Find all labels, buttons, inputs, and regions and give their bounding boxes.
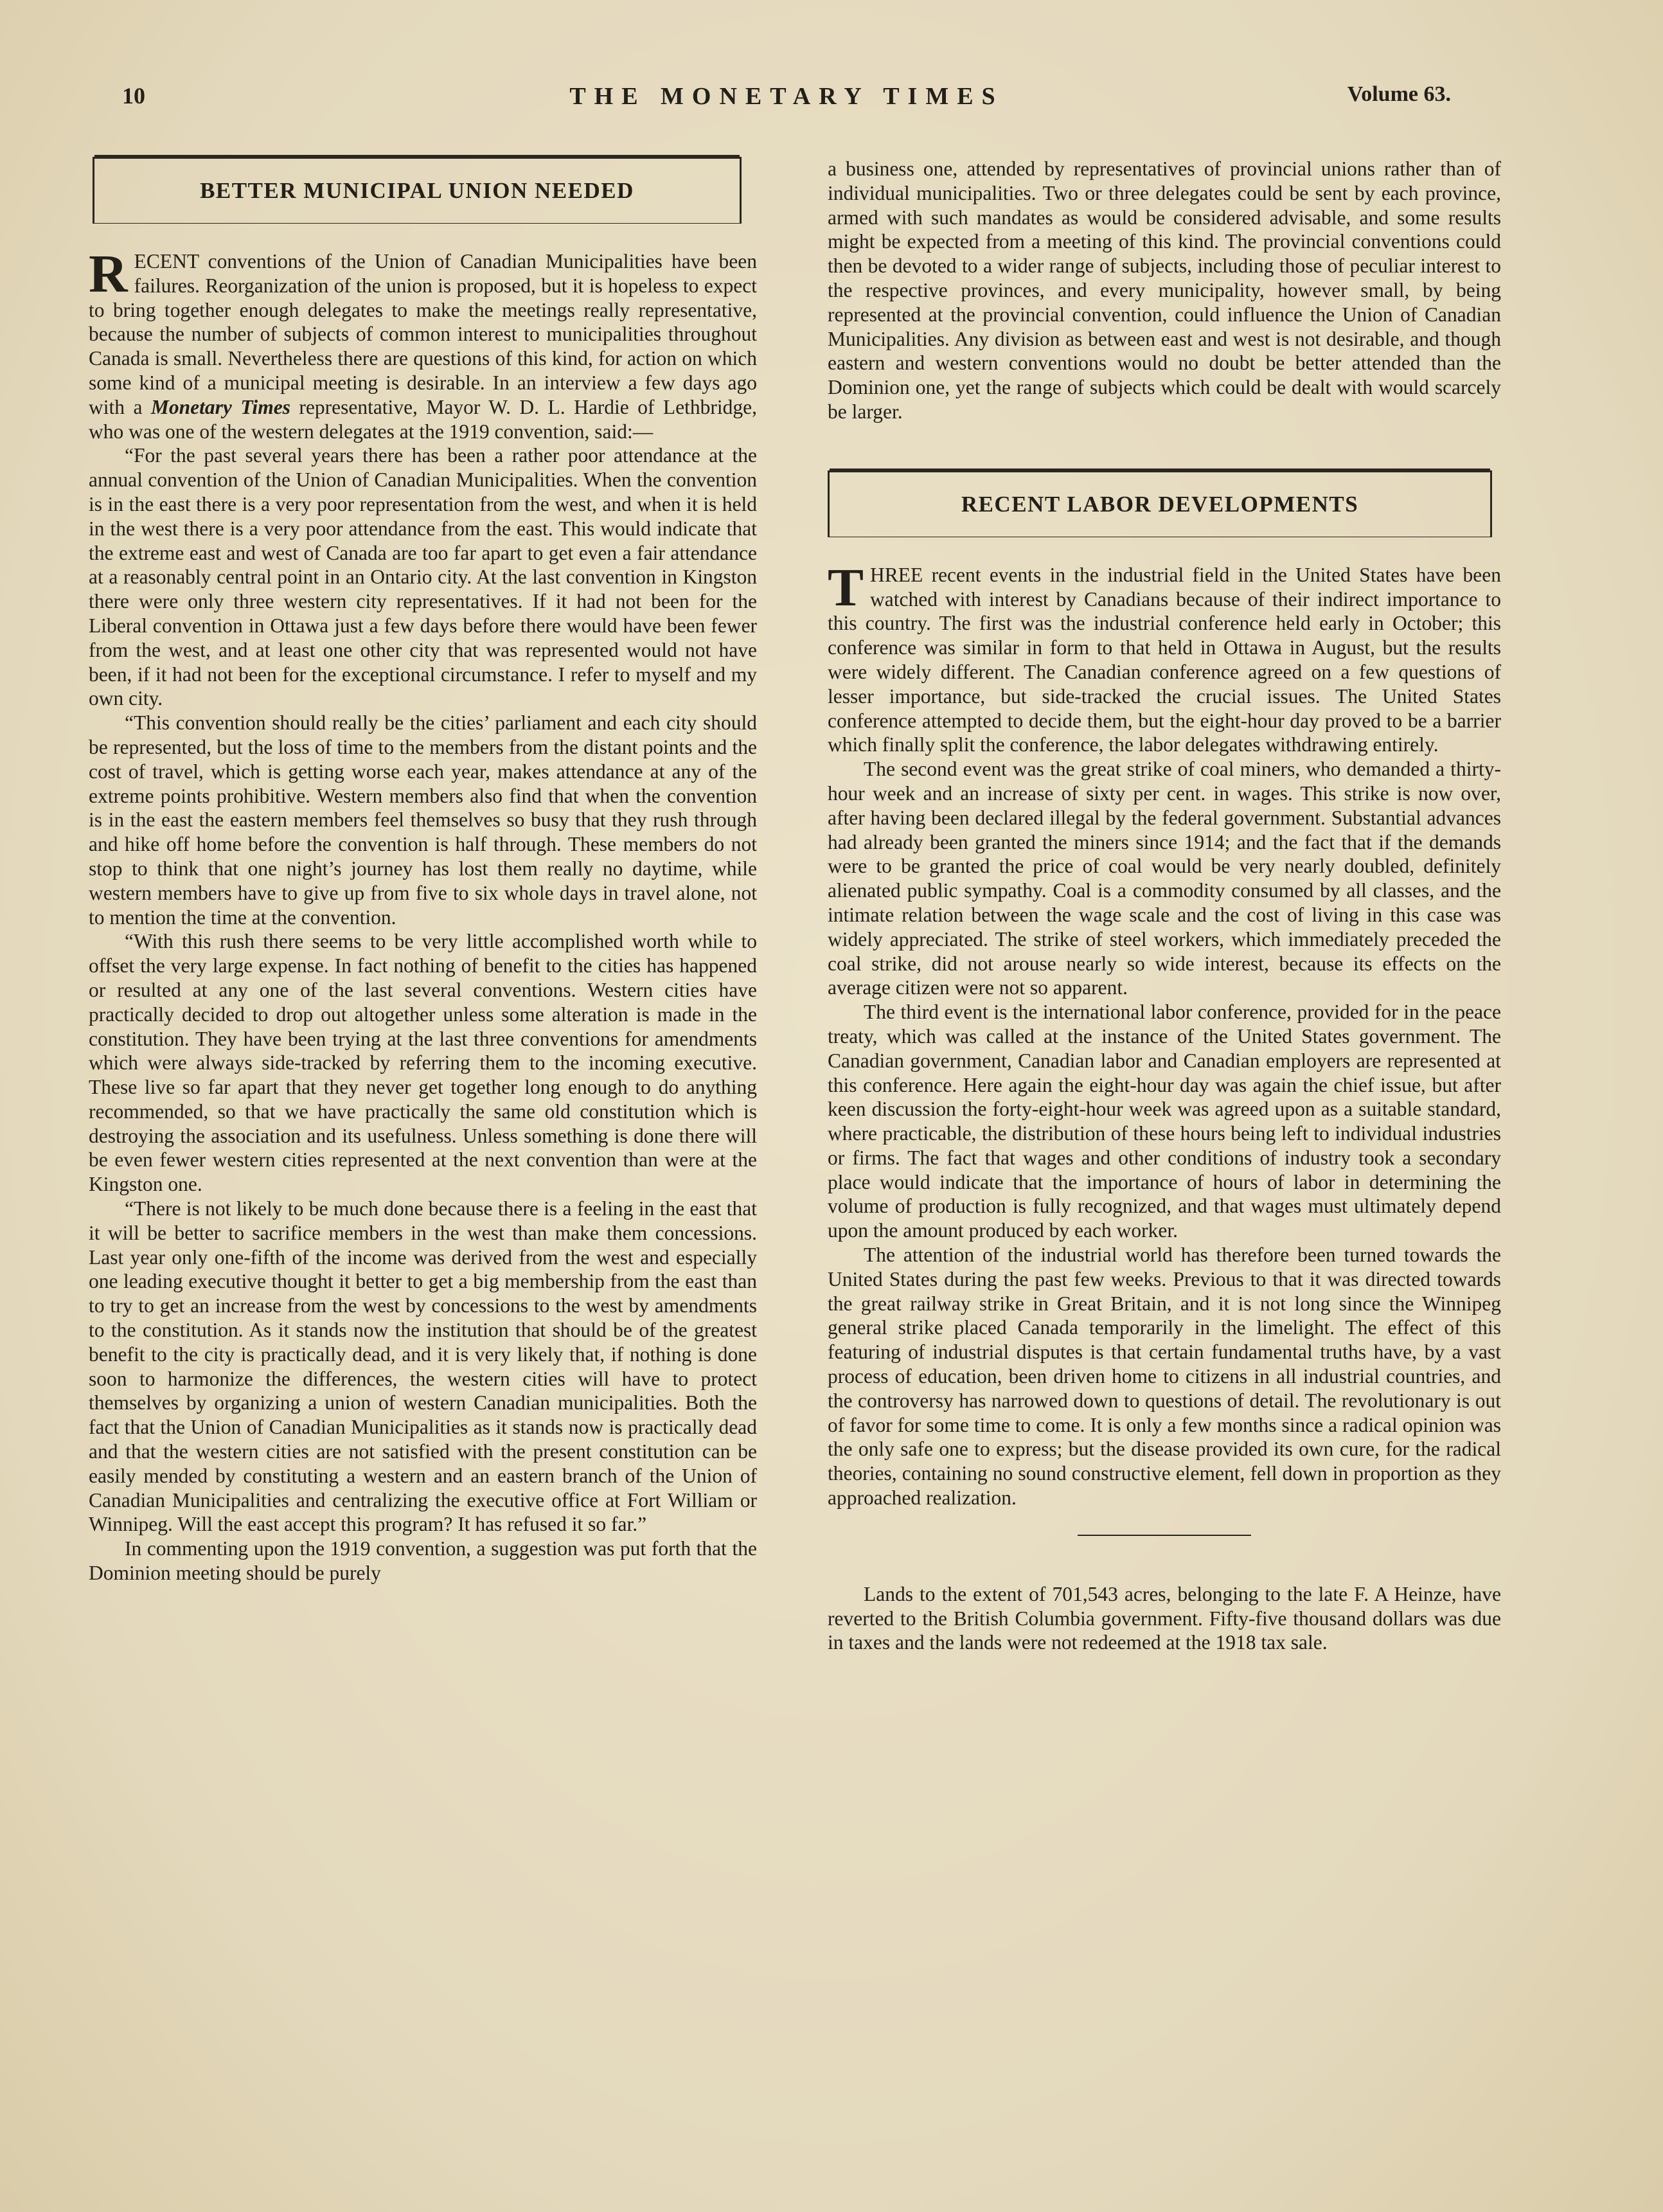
running-header	[122, 82, 1451, 121]
right-column	[828, 157, 1501, 1655]
paragraph: The third event is the international labor conference, provided for in the peace treaty, which was called at the instance of the United States government. The Canadian government, Canadian labor and Canadian employers are represented at this conference. Here again the eight-hour day was again the chief issue, but after keen discussion the forty-eight-hour week was agreed upon as a suitable standard, where practicable, the distribution of these hours being left to individual industries or firms. The fact that wages and other conditions of industry took a secondary place would indicate that the importance of hours of labor in determining the volume of production is fully recognized, and that wages must ultimately depend upon the amount produced by each worker.	[828, 1001, 1501, 1242]
paragraph: THREE recent events in the industrial field in the United States have been watched with interest by Canadians because of their indirect importance to this country. The first was the industrial conference held early in October; this conference was similar in form to that held in Ottawa in August, but the results were widely different. The Canadian conference agreed on a few questions of lesser importance, but side-tracked the crucial issues. The United States conference attempted to decide them, but the eight-hour day proved to be a barrier which finally split the conference, the labor delegates withdrawing entirely.	[828, 557, 1501, 756]
paragraph: The second event was the great strike of coal miners, who demanded a thirty-hour week and an increase of sixty per cent. in wages. This strike is now over, after having been declared illegal by the federal government. Substantial advances had already been granted the miners since 1914; and the fact that if the demands were to be granted the price of coal would be very nearly doubled, definitely alienated public sympathy. Coal is a commodity consumed by all classes, and the intimate relation between the wage scale and the cost of living in this case was widely appreciated. The strike of steel workers, which immediately preceded the coal strike, did not arouse nearly so wide interest, because its effects on the average citizen were not so apparent.	[828, 758, 1501, 999]
page-number: 10	[122, 83, 145, 109]
article-title: RECENT LABOR DEVELOPMENTS	[961, 491, 1359, 517]
paragraph: “With this rush there seems to be very little accomplished worth while to offset the very large expense. In fact nothing of benefit to the cities has happened or resulted at any one of the last several conventions. Western cities have practically decided to drop out altogether unless some alteration is made in the constitution. They have been trying at the last three conventions for amendments which were always side-tracked by referring them to the incoming executive. These live so far apart that they never get together long enough to do anything recommended, so that we have practically the same old constitution which is destroying the association and its usefulness. Unless something is done there will be even fewer western cities represented at the next convention than were at the Kingston one.	[89, 930, 757, 1196]
paragraph: In commenting upon the 1919 convention, a suggestion was put forth that the Dominion meeting should be purely	[89, 1537, 757, 1585]
drop-cap: T	[828, 557, 864, 618]
left-column	[89, 157, 757, 1585]
volume-label: Volume 63.	[1347, 82, 1451, 106]
journal-title: THE MONETARY TIMES	[569, 83, 1004, 110]
publication-name: Monetary Times	[150, 395, 290, 418]
article-title-box	[93, 157, 742, 224]
paragraph: The attention of the industrial world has therefore been turned towards the United States during the past few weeks. Previous to that it was directed towards the great railway strike in Great Britain, and it is not long since the Winnipeg general strike placed Canada temporarily in the limelight. The effect of this featuring of industrial disputes is that certain fundamental truths have, by a vast process of education, been driven home to citizens in all industrial countries, and the controversy has narrowed down to questions of detail. The revolutionary is out of favor for some time to come. It is only a few months since a radical opinion was the only safe one to express; but the disease provided its own cure, for the radical theories, containing no sound constructive element, fell down in proportion as they approached realization.	[828, 1244, 1501, 1510]
section-divider	[1078, 1535, 1251, 1536]
paragraph: “There is not likely to be much done because there is a feeling in the east that it will be better to sacrifice members in the west than make them concessions. Last year only one-fifth of the income was derived from the west and especially one leading executive thought it better to get a big membership from the east than to try to get an increase from the west by concessions to the west by amendments to the constitution. As it stands now the institution that should be of the greatest benefit to the city is practically dead, and it is very likely that, if nothing is done soon to harmonize the differences, the western cities will have to protect themselves by organizing a union of western Canadian municipalities. Both the fact that the Union of Canadian Municipalities as it stands now is practically dead and that the western cities are not satisfied with the present constitution can be easily mended by constituting a western and an eastern branch of the Union of Canadian Municipalities and centralizing the executive office at Fort William or Winnipeg. Will the east accept this program? It has refused it so far.”	[89, 1197, 757, 1536]
article-title-box	[828, 470, 1492, 537]
article-title: BETTER MUNICIPAL UNION NEEDED	[200, 178, 634, 204]
paragraph: “This convention should really be the cities’ parliament and each city should be represented, but the loss of time to the members from the distant points and the cost of travel, which is getting worse each year, makes attendance at any of the extreme points prohibitive. Western members also find that when the convention is in the east the eastern members feel themselves so busy that they rush through and hike off home before the convention is half through. These members do not stop to think that one night’s journey has lost them really no daytime, while western members have to give up from five to six whole days in travel alone, not to mention the time at the convention.	[89, 711, 757, 929]
news-note: Lands to the extent of 701,543 acres, belonging to the late F. A Heinze, have reverted to the British Columbia government. Fifty-five thousand dollars was due in taxes and the lands were not redeemed at the 1918 tax sale.	[828, 1582, 1501, 1654]
drop-cap: R	[89, 244, 128, 304]
paragraph: a business one, attended by representatives of provincial unions rather than of individual municipalities. Two or three delegates could be sent by each province, armed with such mandates as would be considered advisable, and some results might be expected from a meeting of this kind. The provincial conventions could then be devoted to a wider range of subjects, including those of peculiar interest to the respective provinces, and every municipality, however small, by being represented at the provincial convention, could influence the Union of Canadian Municipalities. Any division as between east and west is not desirable, and though eastern and western conventions would no doubt be better attended than the Dominion one, yet the range of subjects which could be dealt with would scarcely be larger.	[828, 157, 1501, 423]
paragraph: “For the past several years there has been a rather poor attendance at the annual convention of the Union of Canadian Municipalities. When the convention is in the east there is a very poor representation from the west, and when it is held in the west there is a very poor attendance from the east. This would indicate that the extreme east and west of Canada are too far apart to get even a fair attendance at a reasonably central point in an Ontario city. At the last convention in Kingston there were only three western city representatives. If it had not been for the Liberal convention in Ottawa just a few days before there would have been fewer from the west, and at least one other city that was represented would not have been, if it had not been for the exceptional circumstance. I refer to myself and my own city.	[89, 444, 757, 710]
paragraph: RECENT conventions of the Union of Canadian Municipalities have been failures. Reorganization of the union is proposed, but it is hopeless to expect to bring together enough delegates to make the meetings really representative, because the number of subjects of common interest to municipalities throughout Canada is small. Nevertheless there are questions of this kind, for action on which some kind of a municipal meeting is desirable. In an interview a few days ago with a Monetary Times representative, Mayor W. D. L. Hardie of Lethbridge, who was one of the western delegates at the 1919 convention, said:—	[89, 244, 757, 443]
